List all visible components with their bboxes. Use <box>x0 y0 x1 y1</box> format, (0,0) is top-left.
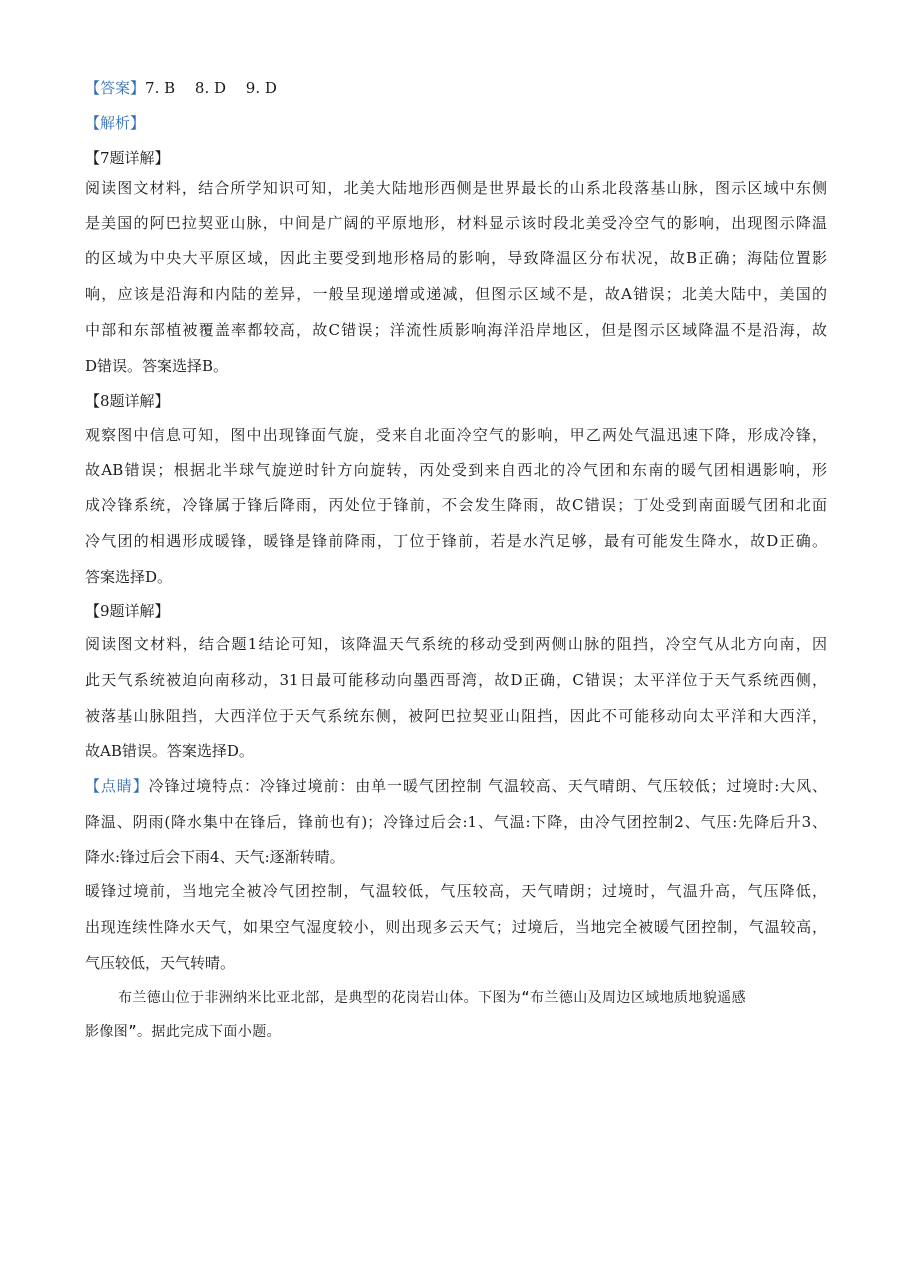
intro-line: 影像图”。据此完成下面小题。 <box>85 1024 282 1040</box>
q7-heading: 【7题详解】 <box>85 149 170 167</box>
tip-line: 冷锋过境特点：冷锋过境前：由单一暖气团控制 气温较高、天气晴朗、气压较低；过境时:大风、 <box>148 777 827 795</box>
tip-line: 出现连续性降水天气，如果空气湿度较小，则出现多云天气；过境后，当地完全被暖气团控制，气温较高， <box>85 918 827 936</box>
answer-text: 7. B 8. D 9. D <box>145 79 277 97</box>
analysis-label: 解析 <box>100 114 131 132</box>
q7-line: 的区域为中央大平原区域，因此主要受到地形格局的影响，导致降温区分布状况，故B正确；海陆位置影 <box>85 249 827 267</box>
answer-line: 【答案】7. B 8. D 9. D <box>85 79 277 97</box>
tip-line: 气压较低，天气转晴。 <box>85 954 236 972</box>
q8-line: 观察图中信息可知，图中出现锋面气旋，受来自北面冷空气的影响，甲乙两处气温迅速下降，形成冷锋， <box>85 426 827 444</box>
answer-label: 答案 <box>100 79 131 97</box>
intro-line: 布兰德山位于非洲纳米比亚北部，是典型的花岗岩山体。下图为“布兰德山及周边区域地质地貌遥感 <box>118 990 747 1006</box>
tip-line: 暖锋过境前，当地完全被冷气团控制，气温较低，气压较高，天气晴朗；过境时，气温升高，气压降低， <box>85 882 827 900</box>
q8-line: 成冷锋系统，冷锋属于锋后降雨，丙处位于锋前，不会发生降雨，故C错误；丁处受到南面暖气团和北面 <box>85 496 827 514</box>
q8-line: 答案选择D。 <box>85 568 173 586</box>
q8-line: 故AB错误；根据北半球气旋逆时针方向旋转，丙处受到来自西北的冷气团和东南的暖气团相遇影响，形 <box>85 461 827 479</box>
q9-line: 此天气系统被迫向南移动，31日最可能移动向墨西哥湾，故D正确，C错误；太平洋位于天气系统西侧， <box>85 671 827 689</box>
tip-label: 点睛 <box>100 777 133 795</box>
q9-heading: 【9题详解】 <box>85 602 170 620</box>
q7-line: 阅读图文材料，结合所学知识可知，北美大陆地形西侧是世界最长的山系北段落基山脉，图示区域中东侧 <box>85 179 827 197</box>
analysis-heading: 【解析】 <box>85 114 146 132</box>
q9-line: 被落基山脉阻挡，大西洋位于天气系统东侧，被阿巴拉契亚山阻挡，因此不可能移动向太平洋和大西洋， <box>85 707 827 725</box>
q7-line: 是美国的阿巴拉契亚山脉，中间是广阔的平原地形，材料显示该时段北美受冷空气的影响，出现图示降温 <box>85 214 827 232</box>
q7-line: 中部和东部植被覆盖率都较高，故C错误；洋流性质影响海洋沿岸地区，但是图示区域降温不是沿海，故 <box>85 321 827 339</box>
q8-line: 冷气团的相遇形成暖锋，暖锋是锋前降雨，丁位于锋前，若是水汽足够，最有可能发生降水，故D正确。 <box>85 532 827 550</box>
q8-heading: 【8题详解】 <box>85 392 170 410</box>
q7-line: D错误。答案选择B。 <box>85 357 229 375</box>
q7-line: 响，应该是沿海和内陆的差异，一般呈现递增或递减，但图示区域不是，故A错误；北美大陆中，美国的 <box>85 285 827 303</box>
q9-line: 故AB错误。答案选择D。 <box>85 742 254 760</box>
q9-line: 阅读图文材料，结合题1结论可知，该降温天气系统的移动受到两侧山脉的阻挡，冷空气从北方向南，因 <box>85 635 827 653</box>
tip-line: 降水:锋过后会下雨4、天气:逐渐转晴。 <box>85 848 345 866</box>
tip-first-line: 【点睛】冷锋过境特点：冷锋过境前：由单一暖气团控制 气温较高、天气晴朗、气压较低；过境时:大风、 <box>85 777 827 795</box>
tip-line: 降温、阴雨(降水集中在锋后，锋前也有)；冷锋过后会:1、气温:下降，由冷气团控制2、气压:先降后升3、 <box>85 813 827 831</box>
